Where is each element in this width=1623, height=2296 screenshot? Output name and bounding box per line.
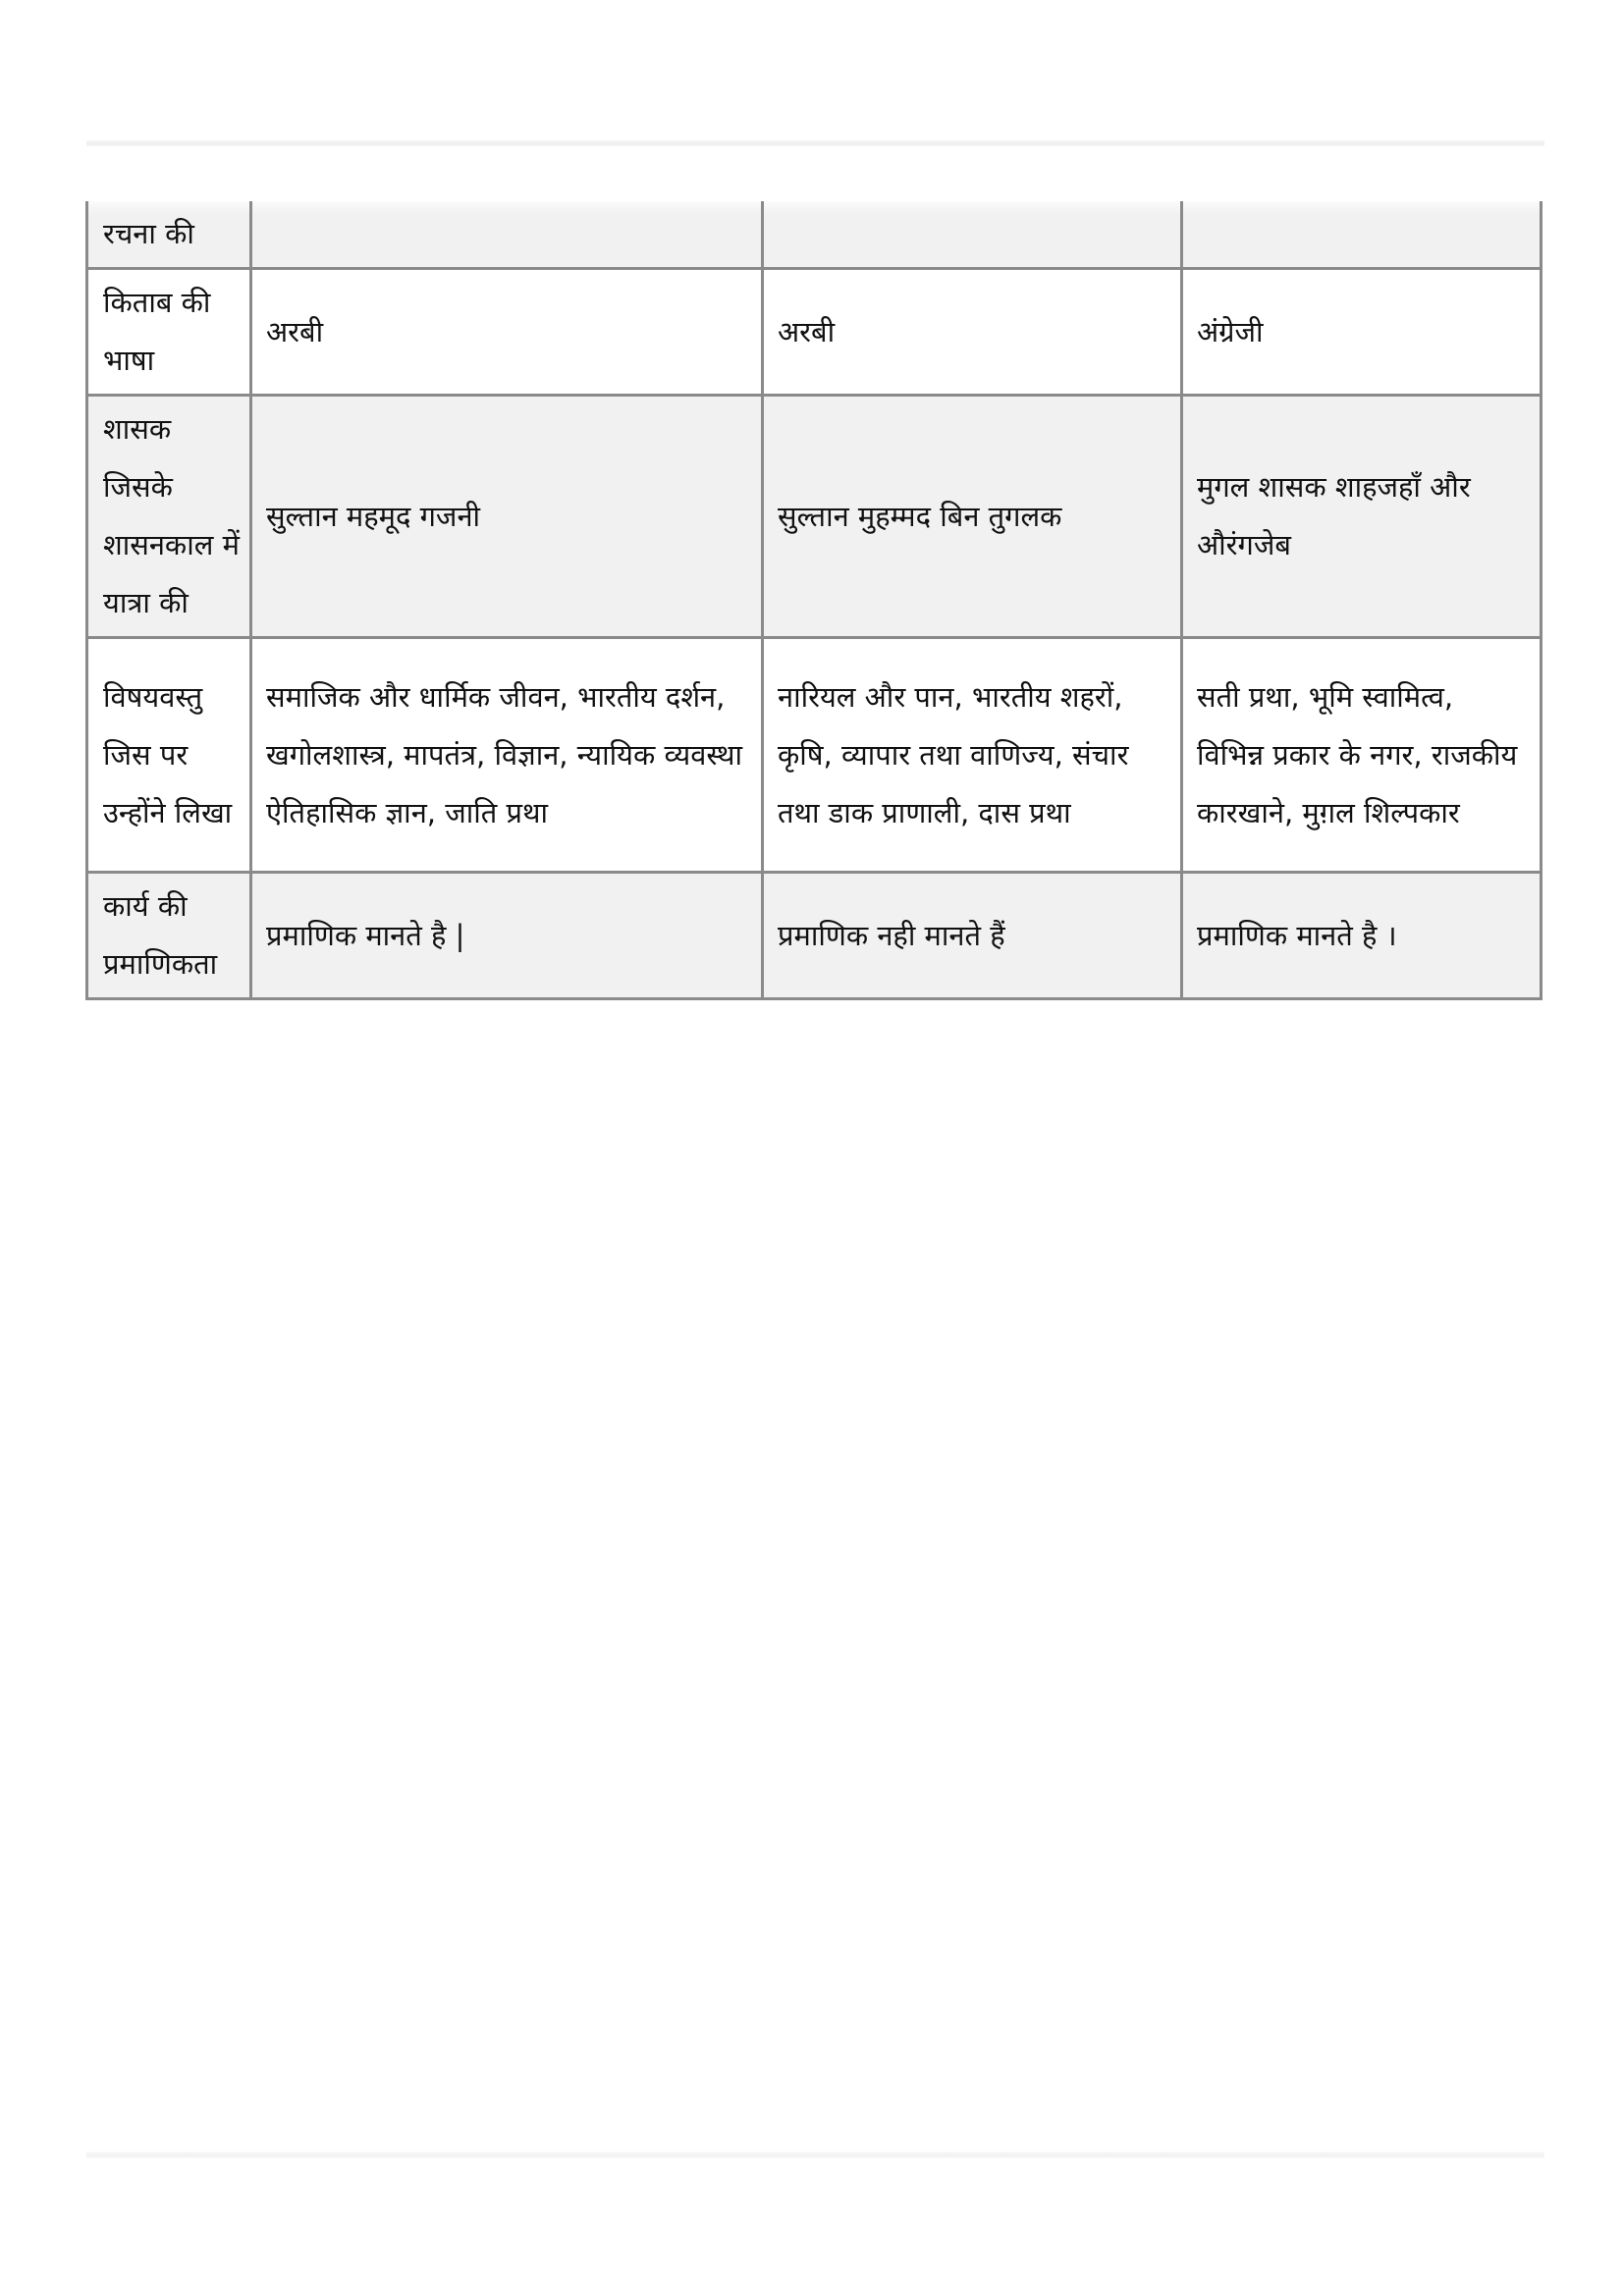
row-label: रचना की — [87, 201, 251, 269]
table-cell: अंग्रेजी — [1182, 269, 1542, 396]
table-cell: सुल्तान मुहम्मद बिन तुगलक — [763, 396, 1182, 638]
table-cell — [251, 201, 763, 269]
table-cell — [1182, 201, 1542, 269]
table-row-subject-matter — [87, 638, 1542, 873]
page-footer-divider — [86, 2152, 1544, 2159]
table-cell: अरबी — [251, 269, 763, 396]
table-cell: सती प्रथा, भूमि स्वामित्व, विभिन्न प्रकार के नगर, राजकीय कारखाने, मुग़ल शिल्पकार — [1182, 638, 1542, 873]
table-cell: समाजिक और धार्मिक जीवन, भारतीय दर्शन, खगोलशास्त्र, मापतंत्र, विज्ञान, न्यायिक व्यवस्था ऐतिहासिक ज्ञान, जाति प्रथा — [251, 638, 763, 873]
comparison-table-container — [85, 201, 1540, 1000]
table-cell: प्रमाणिक नही मानते हैं — [763, 873, 1182, 999]
table-row-composition — [87, 201, 1542, 269]
table-cell: मुगल शासक शाहजहाँ और औरंगजेब — [1182, 396, 1542, 638]
table-cell: नारियल और पान, भारतीय शहरों, कृषि, व्यापार तथा वाणिज्य, संचार तथा डाक प्राणाली, दास प्रथा — [763, 638, 1182, 873]
row-label: विषयवस्तु जिस पर उन्होंने लिखा — [87, 638, 251, 873]
row-label: कार्य की प्रमाणिकता — [87, 873, 251, 999]
table-row-authenticity — [87, 873, 1542, 999]
table-cell: अरबी — [763, 269, 1182, 396]
row-label: किताब की भाषा — [87, 269, 251, 396]
row-label: शासक जिसके शासनकाल में यात्रा की — [87, 396, 251, 638]
table-cell: प्रमाणिक मानते है । — [1182, 873, 1542, 999]
traveller-comparison-table — [85, 201, 1542, 1000]
table-cell — [763, 201, 1182, 269]
table-row-book-language — [87, 269, 1542, 396]
page-header-divider — [86, 140, 1544, 146]
table-cell: प्रमाणिक मानते है | — [251, 873, 763, 999]
table-cell: सुल्तान महमूद गजनी — [251, 396, 763, 638]
table-row-ruler — [87, 396, 1542, 638]
